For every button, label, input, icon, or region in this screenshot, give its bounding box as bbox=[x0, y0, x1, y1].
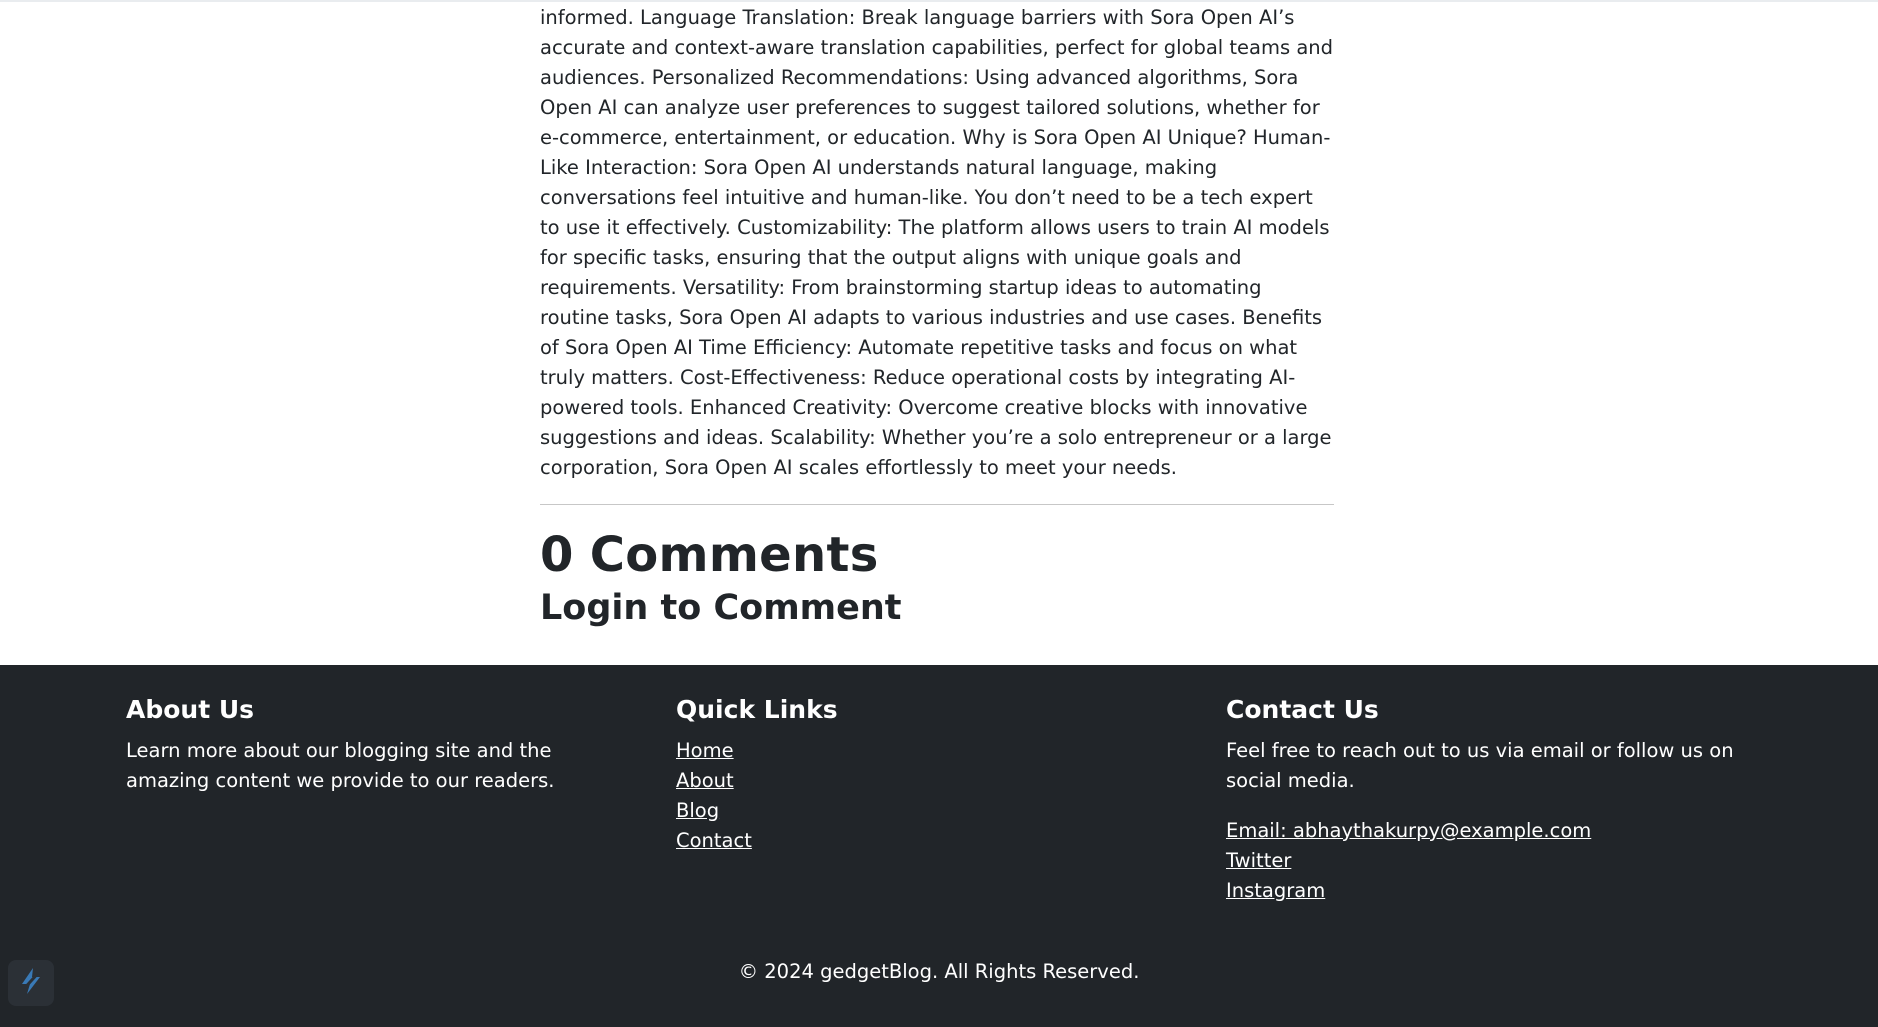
footer-about-title: About Us bbox=[126, 695, 255, 724]
comments-label: Comments bbox=[589, 527, 879, 583]
article-body: informed. Language Translation: Break language barriers with Sora Open AI’s accurate and context-aware translation capabilities, perfect for global teams and audiences. Personalized Recommendations: Using advanced algorithms, Sora Open AI can analyze user preferences to suggest tailored solutions, whether for e-commerce, entertainment, or education. Why is Sora Open AI Unique? Human-Like Interaction: Sora Open AI understands natural language, making conversations feel intuitive and human-like. You don’t need to be a tech expert to use it effectively. Customizability: The platform allows users to train AI models for specific tasks, ensuring that the output aligns with unique goals and requirements. Versatility: From brainstorming startup ideas to automating routine tasks, Sora Open AI adapts to various industries and use cases. Benefits of Sora Open AI Time Efficiency: Automate repetitive tasks and focus on what truly matters. Cost-Effectiveness: Reduce operational costs by integrating AI-powered tools. Enhanced Creativity: Overcome creative blocks with innovative suggestions and ideas. Scalability: Whether you’re a solo entrepreneur or a large corporation, Sora Open AI scales effortlessly to meet your needs. bbox=[540, 6, 1334, 479]
footer-twitter-link[interactable]: Twitter bbox=[1226, 849, 1292, 872]
footer-quick-links-section bbox=[676, 693, 1176, 856]
footer-email-link[interactable]: Email: abhaythakurpy@example.com bbox=[1226, 819, 1592, 842]
login-to-comment[interactable]: Login to Comment bbox=[540, 588, 902, 628]
footer-about-section bbox=[126, 693, 626, 796]
comments-heading bbox=[540, 527, 1334, 583]
comments-count: 0 bbox=[540, 527, 574, 583]
footer-copyright: © 2024 gedgetBlog. All Rights Reserved. bbox=[738, 960, 1140, 983]
footer-instagram-link[interactable]: Instagram bbox=[1226, 879, 1326, 902]
corner-widget-button[interactable] bbox=[8, 960, 54, 1006]
footer-link-blog[interactable]: Blog bbox=[676, 799, 720, 822]
footer-contact-title: Contact Us bbox=[1226, 695, 1379, 724]
comments-divider bbox=[540, 504, 1334, 505]
footer-quick-links-title: Quick Links bbox=[676, 695, 838, 724]
lightning-slash-icon bbox=[18, 966, 44, 1000]
footer-contact-section bbox=[1226, 693, 1766, 906]
footer-link-home[interactable]: Home bbox=[676, 739, 734, 762]
footer-link-contact[interactable]: Contact bbox=[676, 829, 752, 852]
site-footer bbox=[0, 665, 1878, 1027]
footer-link-about[interactable]: About bbox=[676, 769, 734, 792]
footer-contact-links bbox=[1226, 816, 1766, 906]
footer-contact-text: Feel free to reach out to us via email or follow us on social media. bbox=[1226, 739, 1734, 792]
article-section bbox=[540, 3, 1334, 629]
footer-about-text: Learn more about our blogging site and the amazing content we provide to our readers. bbox=[126, 739, 555, 792]
